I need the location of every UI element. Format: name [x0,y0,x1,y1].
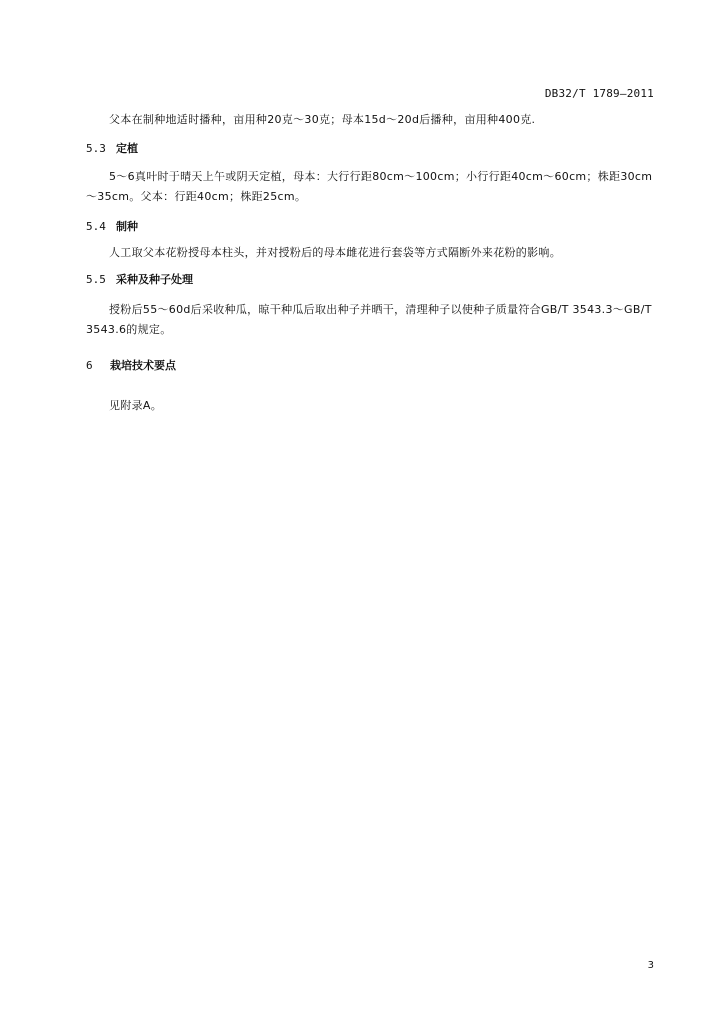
section-heading-6 [86,358,176,374]
section-number: 5.3 [86,142,106,155]
section-heading-5-4 [86,219,138,235]
paragraph-cultivation-ref: 见附录A。 [109,399,163,412]
paragraph-transplanting: 5～6真叶时于晴天上午或阴天定植，母本：大行行距80cm～100cm；小行行距40cm～60cm；株距30cm～35cm。父本：行距40cm；株距25cm。 [86,170,653,203]
section-title: 栽培技术要点 [110,359,176,372]
page-number: 3 [647,960,654,971]
section-title: 制种 [116,220,138,233]
paragraph-seed-harvest: 授粉后55～60d后采收种瓜，晾干种瓜后取出种子并晒干，清理种子以使种子质量符合GB/T 3543.3～GB/T 3543.6的规定。 [86,303,652,336]
standard-code: DB32/T 1789—2011 [544,87,654,100]
section-number: 5.5 [86,273,106,286]
section-heading-5-5 [86,272,193,288]
section-title: 定植 [116,142,138,155]
section-number: 5.4 [86,220,106,233]
section-number: 6 [86,359,93,372]
paragraph-sowing: 父本在制种地适时播种，亩用种20克～30克；母本15d～20d后播种，亩用种400克. [109,113,536,126]
section-heading-5-3 [86,141,138,157]
section-title: 采种及种子处理 [116,273,193,286]
paragraph-seed-production: 人工取父本花粉授母本柱头，并对授粉后的母本雌花进行套袋等方式隔断外来花粉的影响。 [109,246,561,259]
